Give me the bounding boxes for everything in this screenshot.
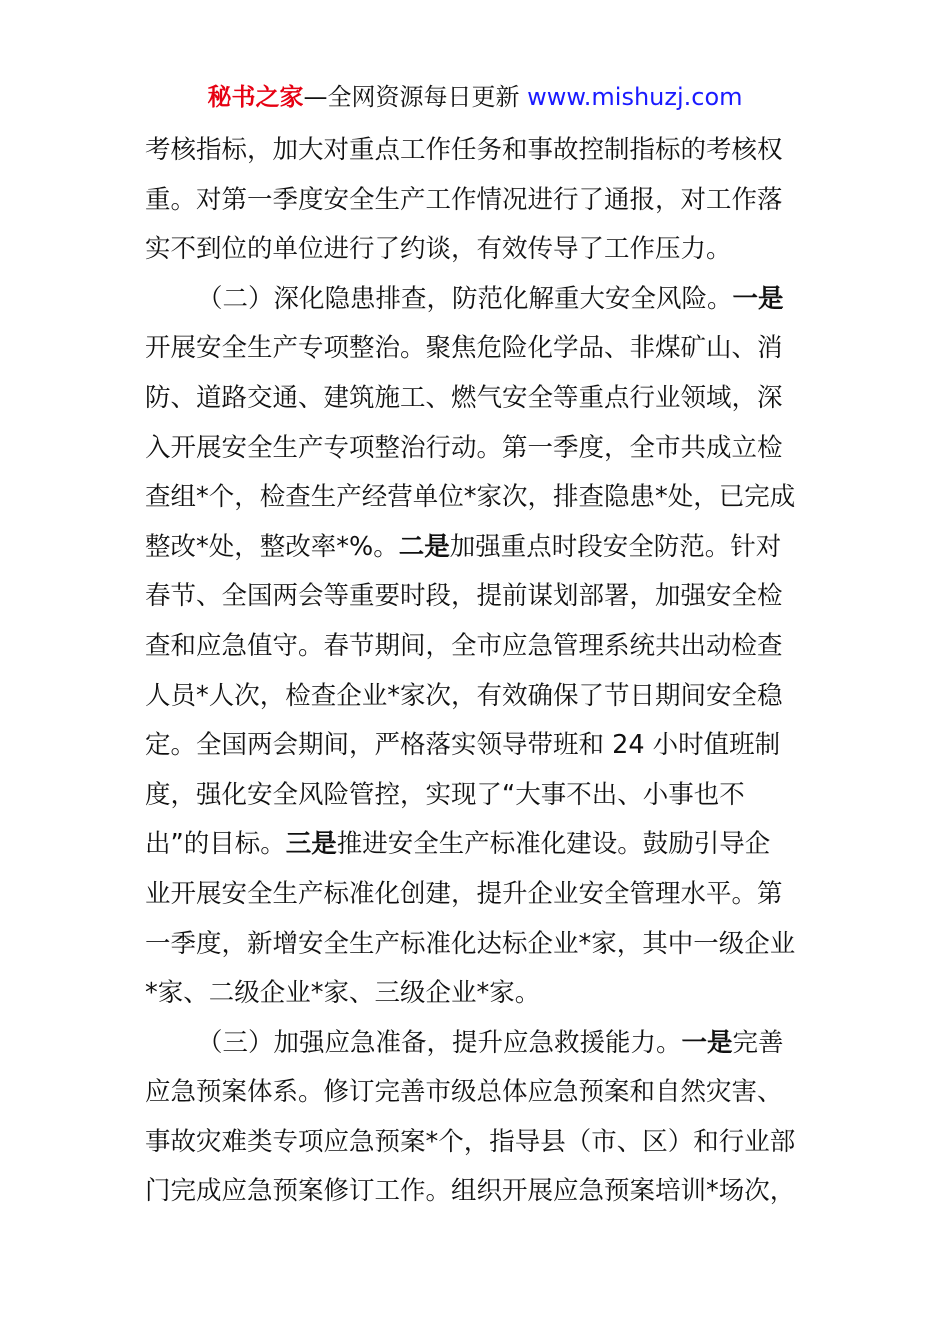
text-segment: 重。对第一季度安全生产工作情况进行了通报，对工作落	[145, 184, 783, 215]
text-segment: 实不到位的单位进行了约谈，有效传导了工作压力。	[145, 234, 732, 265]
text-line	[145, 324, 809, 374]
paragraph-first-line	[145, 275, 809, 325]
paragraph-first-line	[145, 1019, 809, 1069]
text-line	[145, 820, 809, 870]
text-segment: 入开展安全生产专项整治行动。第一季度，全市共成立检	[145, 432, 783, 463]
text-segment: 春节、全国两会等重要时段，提前谋划部署，加强安全检	[145, 581, 783, 612]
text-segment: 加强重点时段安全防范。针对	[449, 531, 782, 562]
site-url-link[interactable]: www.mishuzj.com	[527, 83, 743, 111]
text-line	[145, 672, 809, 722]
site-brand: 秘书之家	[207, 83, 304, 111]
text-segment: 考核指标，加大对重点工作任务和事故控制指标的考核权	[145, 135, 783, 165]
text-segment: 出”的目标。	[145, 829, 286, 860]
text-line	[145, 523, 809, 573]
text-line	[145, 1068, 809, 1118]
bold-marker: 一是	[732, 283, 784, 314]
text-segment: 查组*个，检查生产经营单位*家次，排查隐患*处，已完成	[145, 482, 796, 513]
text-segment: 整改*处，整改率*%。	[145, 531, 399, 562]
text-segment: 人员*人次，检查企业*家次，有效确保了节日期间安全稳	[145, 680, 783, 711]
text-segment: 一季度，新增安全生产标准化达标企业*家，其中一级企业	[145, 928, 796, 959]
text-segment: 门完成应急预案修订工作。组织开展应急预案培训*场次，	[145, 1176, 796, 1207]
text-line	[145, 1167, 809, 1217]
document-body	[145, 126, 809, 1217]
text-segment: *家、二级企业*家、三级企业*家。	[145, 978, 541, 1009]
text-line	[145, 721, 809, 771]
text-line	[145, 572, 809, 622]
text-line	[145, 176, 809, 226]
text-line	[145, 969, 809, 1019]
text-segment: 定。全国两会期间，严格落实领导带班和 24 小时值班制	[145, 730, 781, 761]
text-segment: 业开展安全生产标准化创建，提升企业安全管理水平。第	[145, 878, 783, 909]
text-line	[145, 771, 809, 821]
bold-marker: 二是	[398, 531, 450, 562]
text-line	[145, 225, 809, 275]
text-segment: 度，强化安全风险管控，实现了“大事不出、小事也不	[145, 779, 745, 810]
bold-marker: 一是	[681, 1027, 733, 1058]
text-segment: 完善	[732, 1027, 784, 1058]
site-header	[0, 80, 950, 114]
text-line	[145, 424, 809, 474]
text-line	[145, 374, 809, 424]
text-segment: 防、道路交通、建筑施工、燃气安全等重点行业领域，深	[145, 382, 783, 413]
text-line	[145, 870, 809, 920]
text-segment: （三）加强应急准备，提升应急救援能力。	[197, 1027, 682, 1058]
text-line	[145, 473, 809, 523]
site-tagline: —全网资源每日更新	[303, 83, 528, 111]
text-segment: 事故灾难类专项应急预案*个，指导县（市、区）和行业部	[145, 1126, 796, 1157]
text-line	[145, 126, 809, 176]
text-line	[145, 622, 809, 672]
text-segment: 查和应急值守。春节期间，全市应急管理系统共出动检查	[145, 630, 783, 661]
text-segment: 推进安全生产标准化建设。鼓励引导企	[336, 829, 771, 860]
text-line	[145, 920, 809, 970]
text-segment: 开展安全生产专项整治。聚焦危险化学品、非煤矿山、消	[145, 333, 783, 364]
text-segment: 应急预案体系。修订完善市级总体应急预案和自然灾害、	[145, 1077, 783, 1108]
bold-marker: 三是	[285, 829, 337, 860]
text-segment: （二）深化隐患排查，防范化解重大安全风险。	[197, 283, 733, 314]
text-line	[145, 1118, 809, 1168]
